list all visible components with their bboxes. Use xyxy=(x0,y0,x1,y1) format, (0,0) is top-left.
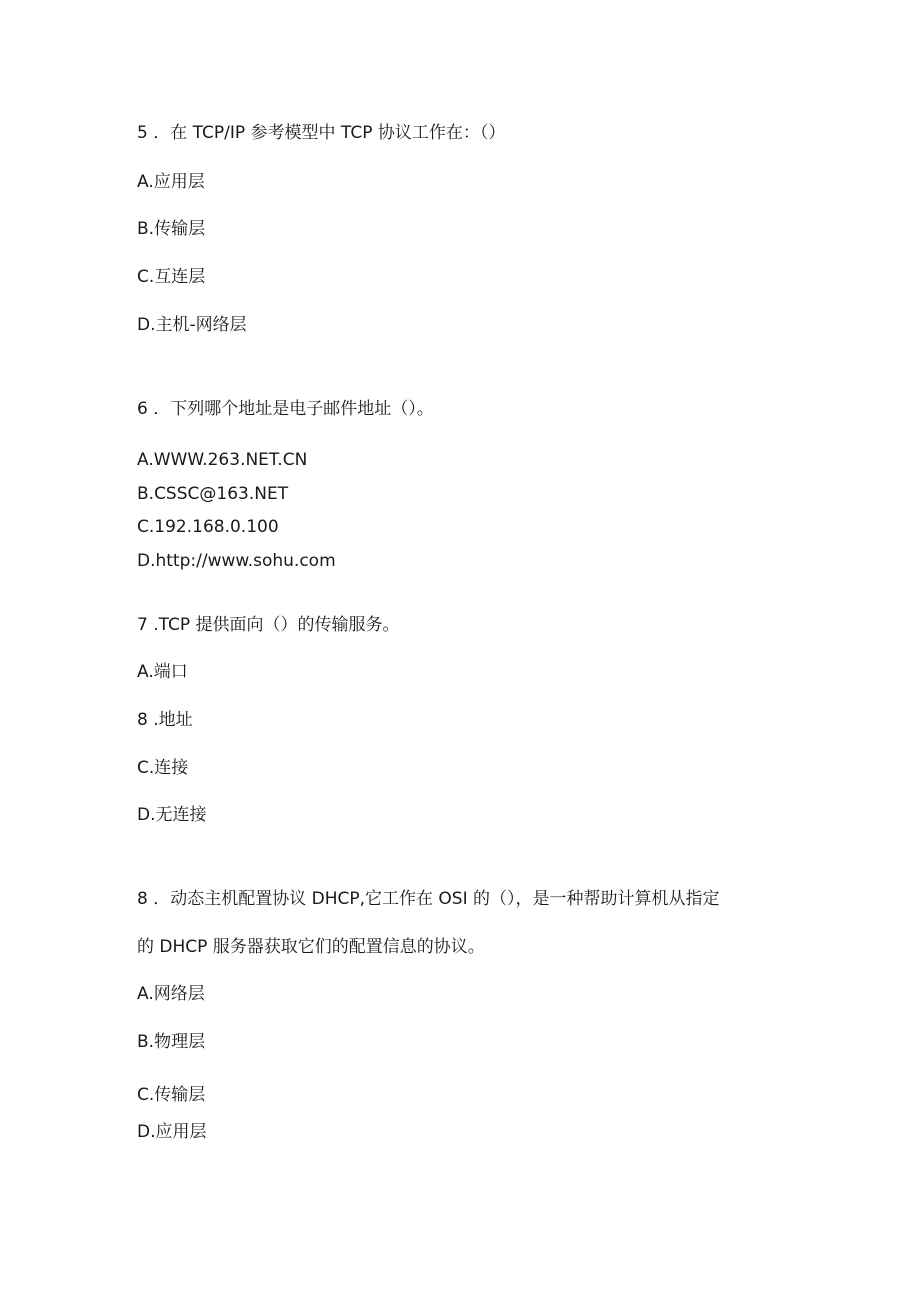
option-c: C.192.168.0.100 xyxy=(137,517,279,537)
option-a: A.端口 xyxy=(137,662,188,682)
option-d: D.主机-网络层 xyxy=(137,315,247,335)
option-b: B.CSSC@163.NET xyxy=(137,484,289,504)
option-d: D.http://www.sohu.com xyxy=(137,551,336,571)
question-stem: 5 ．在 TCP/IP 参考模型中 TCP 协议工作在：（） xyxy=(137,123,506,143)
option-a: A.WWW.263.NET.CN xyxy=(137,450,308,470)
option-c: C.连接 xyxy=(137,758,189,778)
question-stem: 7 .TCP 提供面向（）的传输服务。 xyxy=(137,615,400,635)
option-b: B.物理层 xyxy=(137,1032,206,1052)
option-d: D.无连接 xyxy=(137,805,207,825)
option-c: C.传输层 xyxy=(137,1085,206,1105)
question-stem: 6 ．下列哪个地址是电子邮件地址（）。 xyxy=(137,399,434,419)
question-stem-line-2: 的 DHCP 服务器获取它们的配置信息的协议。 xyxy=(137,937,485,957)
option-c: C.互连层 xyxy=(137,267,206,287)
option-b: 8 .地址 xyxy=(137,710,193,730)
option-d: D.应用层 xyxy=(137,1122,207,1142)
option-a: A.应用层 xyxy=(137,172,205,192)
option-a: A.网络层 xyxy=(137,984,205,1004)
option-b: B.传输层 xyxy=(137,219,206,239)
question-stem-line-1: 8 ．动态主机配置协议 DHCP,它工作在 OSI 的（），是一种帮助计算机从指定 xyxy=(137,889,720,909)
